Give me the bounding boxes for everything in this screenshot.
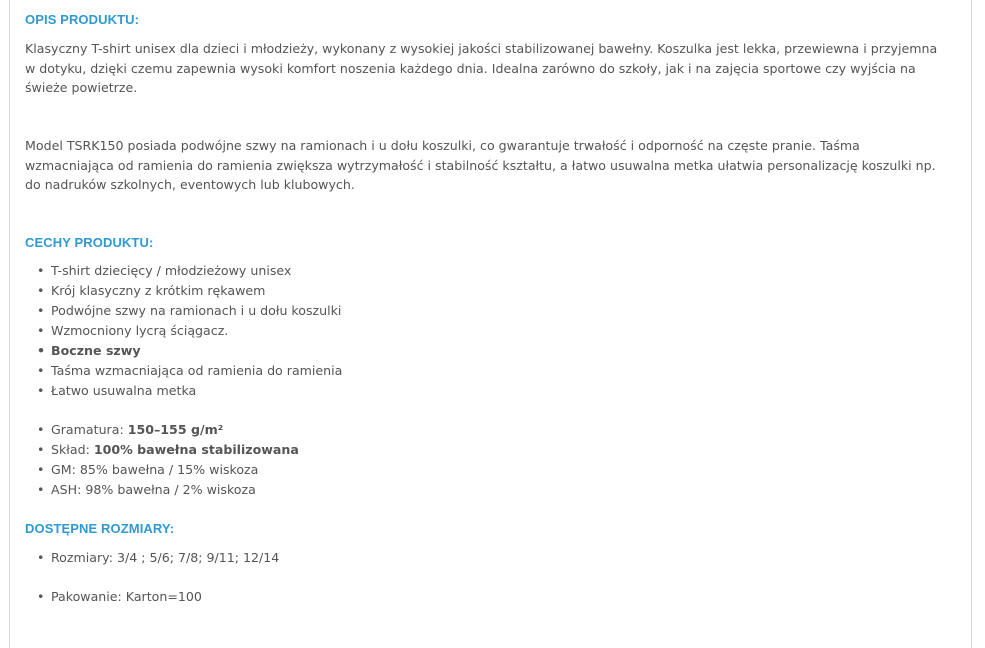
spec-composition-label: Skład: xyxy=(51,442,94,457)
section-heading-description: OPIS PRODUKTU: xyxy=(25,12,140,27)
sizes-list xyxy=(25,548,279,568)
specs-list xyxy=(25,420,299,500)
list-item: • Krój klasyczny z krótkim rękawem xyxy=(25,281,342,301)
list-item: • Taśma wzmacniająca od ramienia do ramienia xyxy=(25,361,342,381)
list-item: • T-shirt dziecięcy / młodzieżowy unisex xyxy=(25,261,342,281)
spec-composition-value: 100% bawełna stabilizowana xyxy=(93,442,299,457)
list-item: • Wzmocniony lycrą ściągacz. xyxy=(25,321,342,341)
list-item: • Podwójne szwy na ramionach i u dołu koszulki xyxy=(25,301,342,321)
section-heading-features: CECHY PRODUKTU: xyxy=(25,235,154,250)
features-list xyxy=(25,261,342,401)
section-heading-sizes: DOSTĘPNE ROZMIARY: xyxy=(25,521,175,536)
spec-composition xyxy=(25,440,299,460)
list-item: • Boczne szwy xyxy=(25,341,342,361)
spec-weight-label: Gramatura: xyxy=(51,422,128,437)
packaging-list xyxy=(25,587,202,607)
list-item: • Łatwo usuwalna metka xyxy=(25,381,342,401)
list-item-packaging: • Pakowanie: Karton=100 xyxy=(25,587,202,607)
description-paragraph-1: Klasyczny T-shirt unisex dla dzieci i młodzieży, wykonany z wysokiej jakości stabilizowanej bawełny. Koszulka jest lekka, przewiewna i przyjemna w dotyku, dzięki czemu zapewnia wysoki komfort noszenia każdego dnia. Idealna zarówno do szkoły, jak i na zajęcia sportowe czy wyjścia na świeże powietrze. xyxy=(25,41,938,95)
spec-weight xyxy=(25,420,299,440)
spec-ash: • ASH: 98% bawełna / 2% wiskoza xyxy=(25,480,299,500)
spec-gm: • GM: 85% bawełna / 15% wiskoza xyxy=(25,460,299,480)
description-paragraph-2: Model TSRK150 posiada podwójne szwy na ramionach i u dołu koszulki, co gwarantuje trwałość i odporność na częste pranie. Taśma wzmacniająca od ramienia do ramienia zwiększa wytrzymałość i stabilność kształtu, a łatwo usuwalna metka ułatwia personalizację koszulki np. do nadruków szkolnych, eventowych lub klubowych. xyxy=(25,138,936,192)
spec-weight-value: 150–155 g/m² xyxy=(127,422,224,437)
list-item-sizes: • Rozmiary: 3/4 ; 5/6; 7/8; 9/11; 12/14 xyxy=(25,548,279,568)
